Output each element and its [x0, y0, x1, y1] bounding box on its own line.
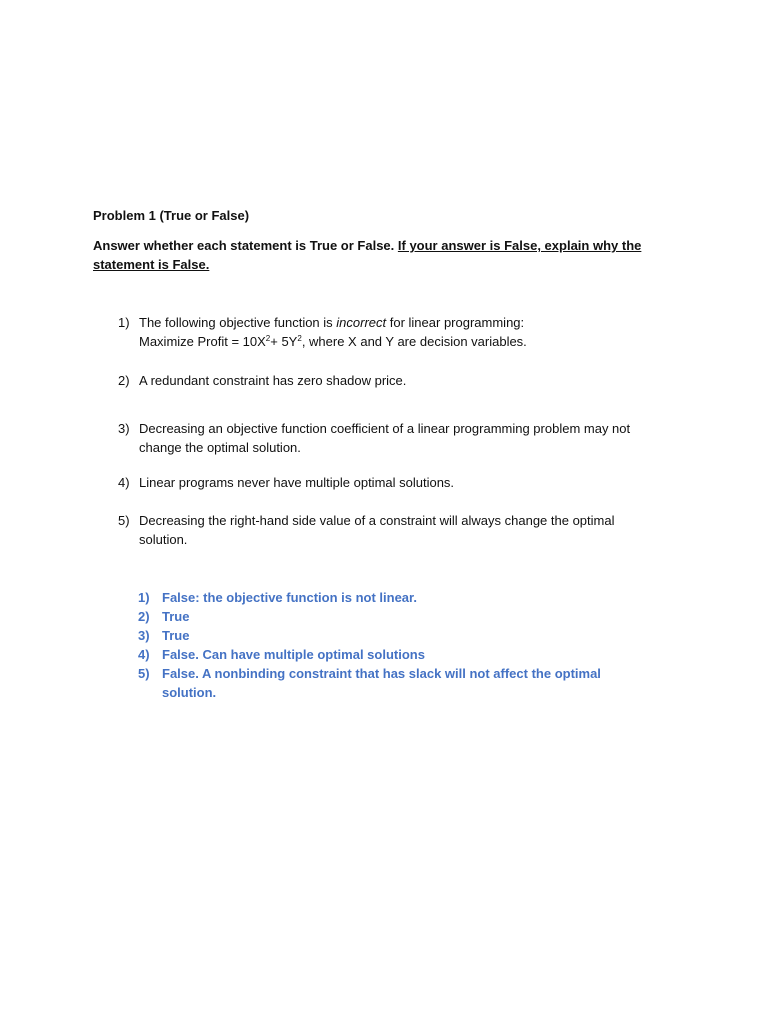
formula-part: + 5Y — [270, 334, 298, 349]
answer-list — [138, 588, 658, 702]
formula-part: , where X and Y are decision variables. — [301, 334, 527, 349]
answer-text: solution. — [162, 685, 217, 700]
answer-number: 4) — [138, 647, 150, 662]
question-number: 2) — [118, 373, 130, 388]
question-formula — [139, 332, 688, 351]
question-emphasis: incorrect — [336, 315, 387, 330]
instructions — [93, 236, 673, 274]
question-number: 4) — [118, 475, 130, 490]
question-text: Linear programs never have multiple optimal solutions. — [139, 475, 455, 490]
answer-text: False. A nonbinding constraint that has slack will not affect the optimal — [162, 666, 601, 681]
answer-item — [138, 607, 658, 626]
question-4 — [118, 473, 688, 492]
instructions-underlined-1: If your answer is False, explain why the — [397, 238, 642, 253]
instructions-underlined-2: statement is False. — [93, 257, 210, 272]
question-text-part: The following objective function is — [139, 315, 337, 330]
formula-part: Maximize Profit = 10X — [139, 334, 266, 349]
question-number: 3) — [118, 421, 130, 436]
formula-exponent: 2 — [297, 334, 302, 343]
answer-item — [138, 645, 658, 664]
problem-title: Problem 1 (True or False) — [93, 208, 250, 223]
answer-item — [138, 626, 658, 645]
question-1 — [118, 313, 688, 351]
answer-text: True — [162, 628, 190, 643]
question-text: change the optimal solution. — [139, 440, 301, 455]
formula-exponent: 2 — [265, 334, 271, 343]
question-text-part: for linear programming: — [386, 315, 525, 330]
question-number: 1) — [118, 315, 130, 330]
answer-number: 2) — [138, 609, 150, 624]
question-5 — [118, 511, 688, 549]
instructions-plain: Answer whether each statement is True or False. — [93, 238, 398, 253]
question-text: Decreasing an objective function coefficient of a linear programming problem may not — [139, 421, 631, 436]
answer-number: 3) — [138, 628, 150, 643]
question-text: Decreasing the right-hand side value of a constraint will always change the optimal — [139, 513, 615, 528]
question-number: 5) — [118, 513, 130, 528]
question-text — [139, 313, 688, 332]
question-3 — [118, 419, 688, 457]
answer-item — [138, 588, 658, 607]
answer-text: False. Can have multiple optimal solutions — [162, 647, 425, 662]
question-text: solution. — [139, 532, 188, 547]
answer-number: 5) — [138, 666, 150, 681]
question-2 — [118, 371, 688, 390]
answer-number: 1) — [138, 590, 150, 605]
question-text: A redundant constraint has zero shadow price. — [139, 373, 407, 388]
answer-text: True — [162, 609, 190, 624]
answer-item — [138, 664, 658, 702]
answer-text: False: the objective function is not linear. — [162, 590, 417, 605]
